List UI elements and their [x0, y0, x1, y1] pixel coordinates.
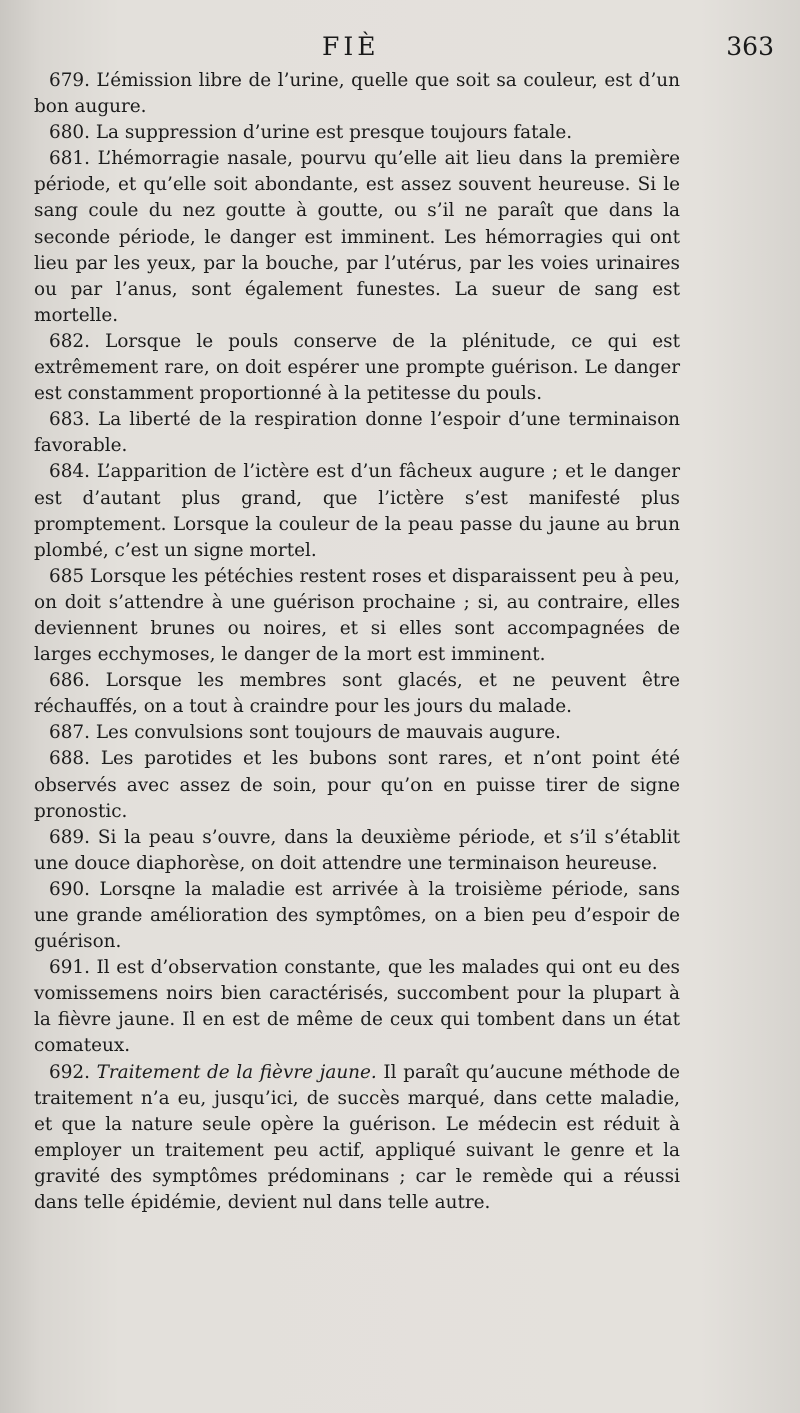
paragraph-692	[34, 1060, 680, 1217]
paragraph-text: La suppression d’urine est presque toujours fatale.	[95, 122, 573, 144]
paragraph-number: 682.	[49, 330, 90, 352]
paragraph-text: Si la peau s’ouvre, dans la deuxième période, et s’il s’établit une douce diaphorèse, on doit attendre une terminaison heureuse.	[34, 826, 680, 874]
paragraph-text: L’émission libre de l’urine, quelle que soit sa couleur, est d’un bon augure.	[34, 70, 680, 118]
page-header	[0, 32, 800, 68]
paragraph-text: Il paraît qu’aucune méthode de traitement n’a eu, jusqu’ici, de succès marqué, dans cette maladie, et que la nature seule opère la guérison. Le médecin est réduit à employer un traitement peu actif, appliqué suivant le genre et la gravité des symptômes prédominans ; car le remède qui a réussi dans telle épidémie, devient nul dans telle autre.	[34, 1061, 680, 1214]
paragraph-number: 679.	[49, 70, 90, 91]
paragraph-number: 691.	[49, 957, 90, 979]
paragraph-number: 689.	[49, 826, 90, 848]
paragraph-number: 683.	[49, 409, 90, 431]
paragraph-number: 680.	[49, 122, 90, 144]
paragraph-text: La liberté de la respiration donne l’espoir d’une terminaison favorable.	[34, 409, 680, 457]
paragraph-number: 686.	[49, 670, 90, 692]
paragraph-690	[34, 877, 680, 955]
paragraph-687	[34, 720, 680, 746]
paragraph-number: 690.	[49, 878, 90, 900]
paragraph-text: Lorsque les membres sont glacés, et ne peuvent être réchauffés, on a tout à craindre pour les jours du malade.	[34, 670, 680, 718]
body-text	[34, 68, 680, 1216]
paragraph-number: 685	[49, 565, 85, 587]
paragraph-text: Lorsque les pétéchies restent roses et disparaissent peu à peu, on doit s’attendre à une guérison prochaine ; si, au contraire, elles deviennent brunes ou noires, et si elles sont accompagnées de larges ecchymoses, le danger de la mort est imminent.	[34, 565, 680, 666]
paragraph-text: L’apparition de l’ictère est d’un fâcheux augure ; et le danger est d’autant plus grand, que l’ictère s’est manifesté plus promptement. Lorsque la couleur de la peau passe du jaune au brun plombé, c’est un signe mortel.	[34, 461, 680, 561]
page-number: 363	[726, 32, 774, 61]
paragraph-text: Lorsque le pouls conserve de la plénitude, ce qui est extrêmement rare, on doit espérer une prompte guérison. Le danger est constamment proportionné à la petitesse du pouls.	[34, 330, 680, 405]
paragraph-691	[34, 955, 680, 1059]
paragraph-number: 687.	[49, 722, 90, 744]
paragraph-number: 681.	[49, 148, 90, 170]
paragraph-689	[34, 825, 680, 877]
section-title: Traitement de la fièvre jaune.	[96, 1061, 377, 1083]
paragraph-688	[34, 746, 680, 824]
paragraph-text: Lorsqne la maladie est arrivée à la troisième période, sans une grande amélioration des symptômes, on a bien peu d’espoir de guérison.	[34, 878, 680, 953]
paragraph-682	[34, 329, 680, 407]
paragraph-686	[34, 668, 680, 720]
paragraph-679	[34, 68, 680, 120]
paragraph-680	[34, 120, 680, 146]
paragraph-text: Les convulsions sont toujours de mauvais augure.	[95, 722, 561, 744]
paragraph-681	[34, 146, 680, 329]
paragraph-text: Les parotides et les bubons sont rares, et n’ont point été observés avec assez de soin, pour qu’on en puisse tirer de signe pronostic.	[34, 748, 680, 822]
paragraph-685	[34, 564, 680, 668]
paragraph-684	[34, 459, 680, 563]
paragraph-text: Il est d’observation constante, que les malades qui ont eu des vomissemens noirs bien caractérisés, succombent pour la plupart à la fièvre jaune. Il en est de même de ceux qui tombent dans un état comateux.	[34, 957, 680, 1057]
paragraph-number: 688.	[49, 748, 90, 770]
paragraph-text: L’hémorragie nasale, pourvu qu’elle ait lieu dans la première période, et qu’elle soit abondante, est assez souvent heureuse. Si le sang coule du nez goutte à goutte, ou s’il ne paraît que dans la seconde période, le danger est imminent. Les hémorragies qui ont lieu par les yeux, par la bouche, par l’utérus, par les voies urinaires ou par l’anus, sont également funestes. La sueur de sang est mortelle.	[34, 148, 680, 326]
running-head: FIÈ	[322, 32, 380, 61]
paragraph-number: 692.	[49, 1061, 90, 1083]
paragraph-number: 684.	[49, 461, 90, 483]
paragraph-683	[34, 407, 680, 459]
